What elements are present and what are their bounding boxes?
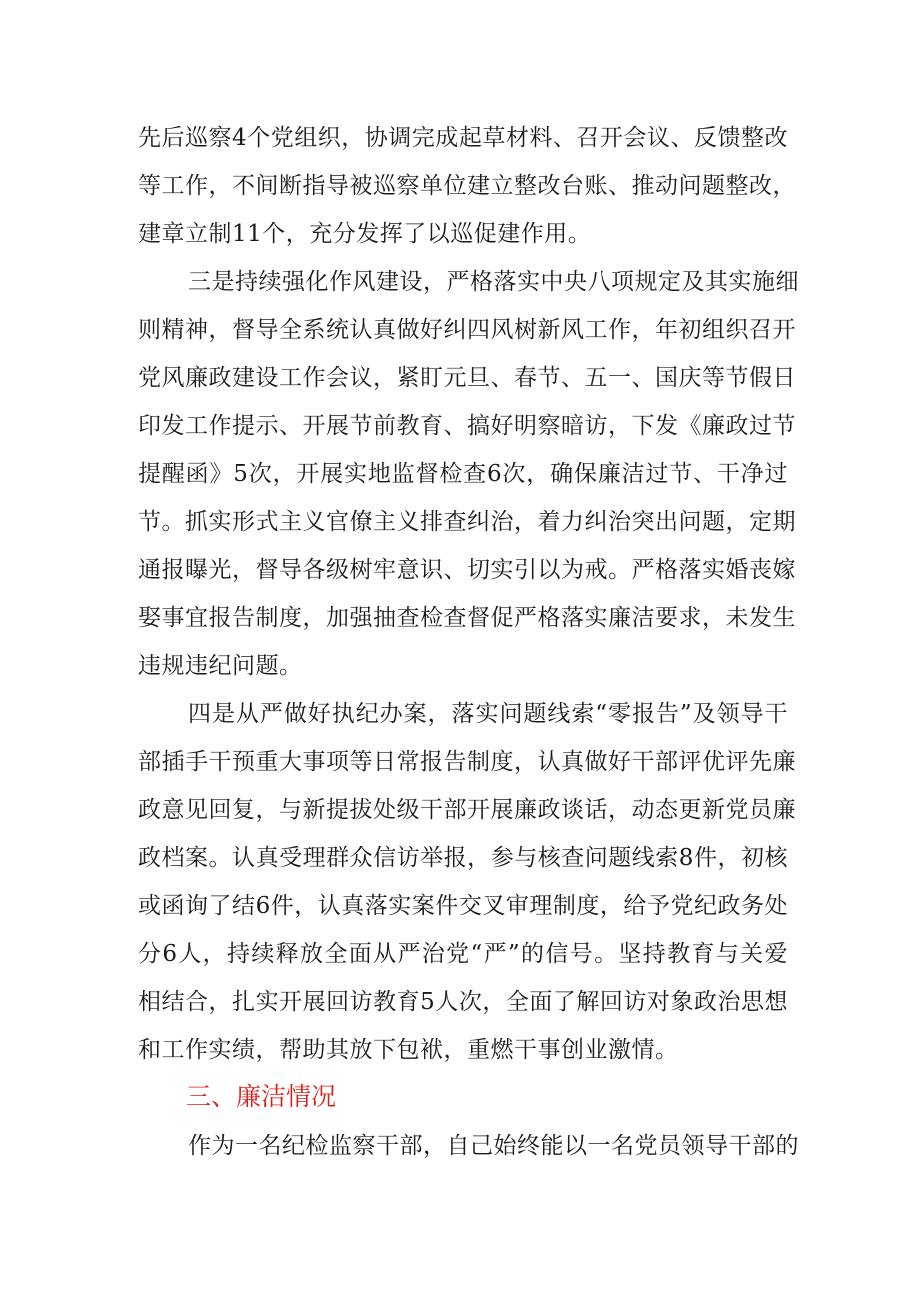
paragraph-line: 相结合，扎实开展回访教育5人次，全面了解回访对象政治思想: [138, 989, 788, 1015]
paragraph-line: 则精神，督导全系统认真做好纠四风树新风工作，年初组织召开: [138, 317, 796, 343]
paragraph-line: 政意见回复，与新提拔处级干部开展廉政谈话，动态更新党员廉: [138, 797, 796, 823]
paragraph-line: 违规违纪问题。: [138, 653, 303, 679]
paragraph-line: 党风廉政建设工作会议，紧盯元旦、春节、五一、国庆等节假日: [138, 365, 796, 391]
paragraph-line: 娶事宜报告制度，加强抽查检查督促严格落实廉洁要求，未发生: [138, 605, 796, 631]
paragraph-line: 或函询了结6件，认真落实案件交叉审理制度，给予党纪政务处: [138, 893, 788, 919]
paragraph-line: 部插手干预重大事项等日常报告制度，认真做好干部评优评先廉: [138, 749, 796, 775]
paragraph-line: 和工作实绩，帮助其放下包袱，重燃干事创业激情。: [138, 1037, 679, 1063]
paragraph-line: 提醒函》5次，开展实地监督检查6次，确保廉洁过节、干净过: [138, 461, 788, 487]
paragraph-line: 建章立制11个，充分发挥了以巡促建作用。: [138, 221, 592, 247]
paragraph-line: 政档案。认真受理群众信访举报，参与核查问题线索8件，初核: [138, 845, 788, 871]
paragraph-continuation: [138, 114, 796, 258]
paragraph-integrity: [138, 1122, 799, 1170]
paragraph-line: 分6人，持续释放全面从严治党“严”的信号。坚持教育与关爱: [138, 941, 788, 967]
paragraph-line: 通报曝光，督导各级树牢意识、切实引以为戒。严格落实婚丧嫁: [138, 557, 796, 583]
paragraph-line: 先后巡察4个党组织，协调完成起草材料、召开会议、反馈整改: [138, 125, 788, 151]
paragraph-work-style: [138, 258, 799, 690]
paragraph-line: 作为一名纪检监察干部，自己始终能以一名党员领导干部的: [188, 1133, 799, 1159]
paragraph-line: 四是从严做好执纪办案，落实问题线索“零报告”及领导干: [188, 701, 788, 727]
paragraph-line: 三是持续强化作风建设，严格落实中央八项规定及其实施细: [188, 269, 799, 295]
paragraph-discipline: [138, 690, 796, 1074]
paragraph-line: 等工作，不间断指导被巡察单位建立整改台账、推动问题整改，: [138, 173, 796, 199]
paragraph-line: 节。抓实形式主义官僚主义排查纠治，着力纠治突出问题，定期: [138, 509, 796, 535]
paragraph-line: 印发工作提示、开展节前教育、搞好明察暗访，下发《廉政过节: [138, 413, 796, 439]
section-heading: 三、廉洁情况: [186, 1082, 337, 1111]
